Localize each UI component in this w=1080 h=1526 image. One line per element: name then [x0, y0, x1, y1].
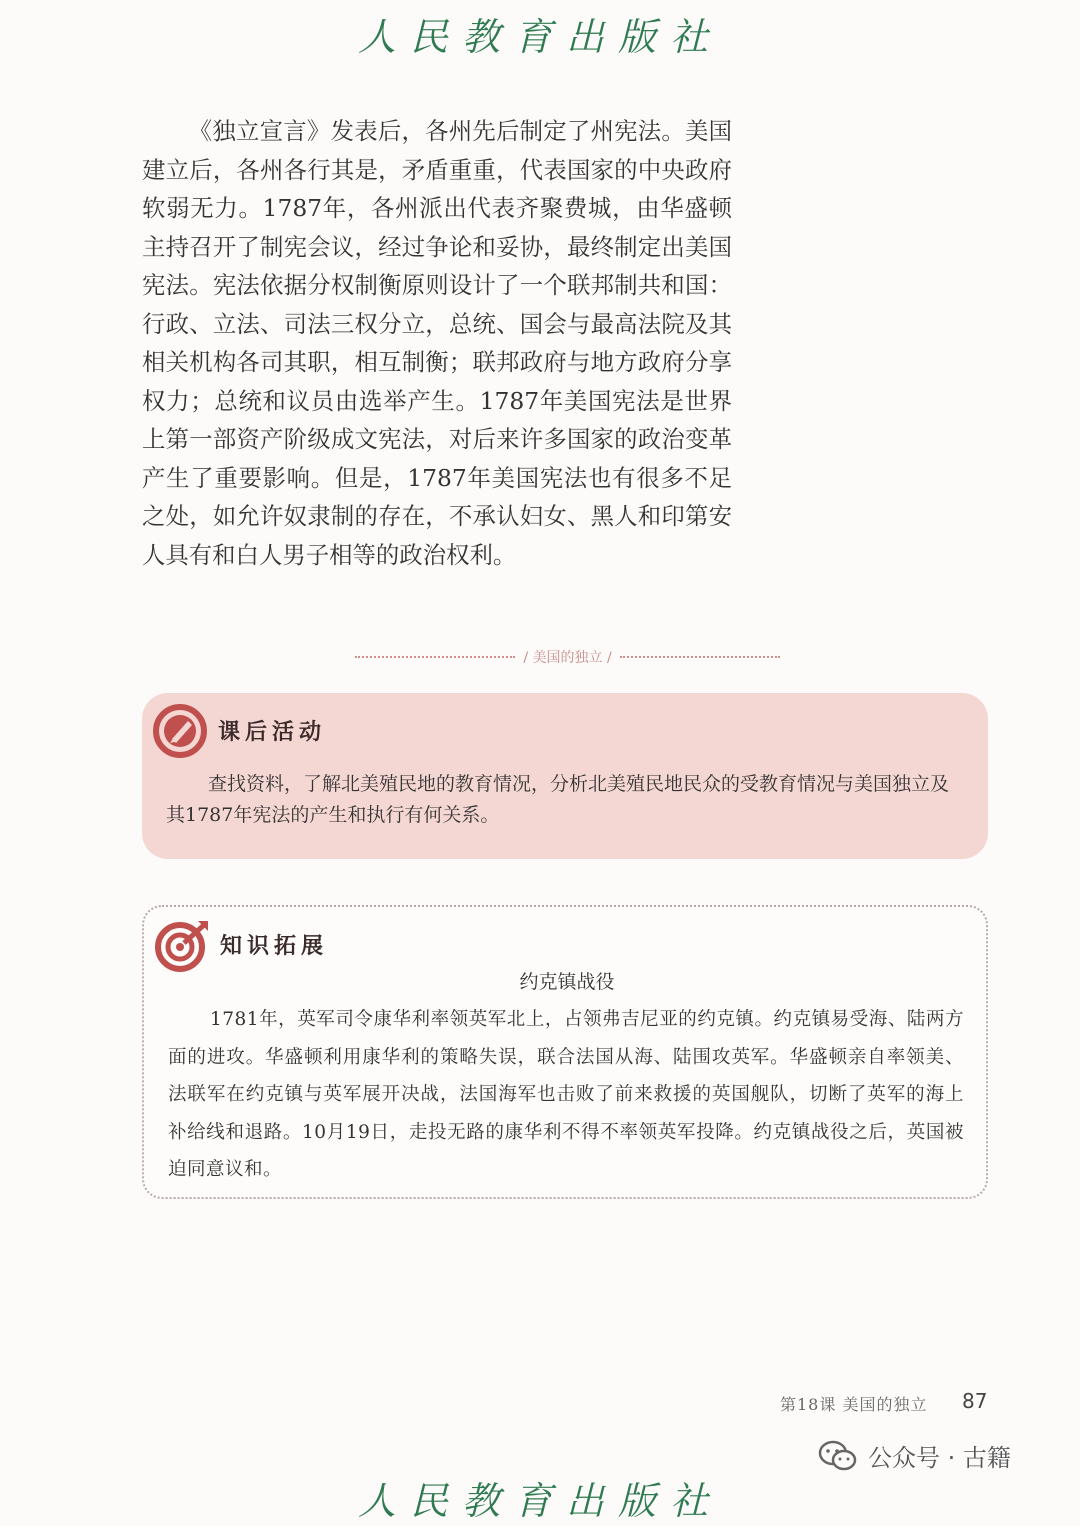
divider-dots-left [355, 656, 515, 658]
knowledge-text: 1781年，英军司令康华利率领英军北上，占领弗吉尼亚的约克镇。约克镇易受海、陆两方面的进攻。华盛顿利用康华利的策略失误，联合法国从海、陆围攻英军。华盛顿亲自率领美、法联军在约克镇与英军展开决战，法国海军也击败了前来救援的英国舰队，切断了英军的海上补给线和退路。10月19日，走投无路的康华利不得不率领英军投降。约克镇战役之后，英国被迫同意议和。 [168, 1009, 964, 1180]
wechat-label: 公众号 · 古籍 [868, 1444, 1011, 1472]
page-number: 87 [962, 1389, 988, 1413]
activity-title: 课后活动 [218, 720, 327, 745]
section-divider [355, 645, 780, 669]
knowledge-subtitle: 约克镇战役 [519, 971, 615, 993]
activity-body [166, 769, 966, 831]
divider-label: / 美国的独立 / [523, 650, 612, 666]
target-arrow-icon [154, 917, 210, 973]
activity-text: 查找资料，了解北美殖民地的教育情况，分析北美殖民地民众的受教育情况与美国独立及其1787年宪法的产生和执行有何关系。 [166, 773, 950, 826]
knowledge-box [142, 905, 988, 1199]
footer-chapter: 第18课 美国的独立 [780, 1395, 928, 1414]
knowledge-body [168, 1001, 964, 1189]
pen-circle-icon [152, 703, 208, 759]
main-paragraph: 《独立宣言》发表后，各州先后制定了州宪法。美国建立后，各州各行其是，矛盾重重，代表国家的中央政府软弱无力。1787年，各州派出代表齐聚费城，由华盛顿主持召开了制宪会议，经过争论和妥协，最终制定出美国宪法。宪法依据分权制衡原则设计了一个联邦制共和国：行政、立法、司法三权分立，总统、国会与最高法院及其相关机构各司其职，相互制衡；联邦政府与地方政府分享权力；总统和议员由选举产生。1787年美国宪法是世界上第一部资产阶级成文宪法，对后来许多国家的政治变革产生了重要影响。但是，1787年美国宪法也有很多不足之处，如允许奴隶制的存在，不承认妇女、黑人和印第安人具有和白人男子相等的政治权利。 [142, 117, 732, 569]
wechat-badge [818, 1438, 1011, 1473]
main-text [142, 112, 732, 574]
divider-dots-right [620, 656, 780, 658]
publisher-watermark-bottom: 人民教育出版社 [357, 1479, 722, 1523]
wechat-icon [818, 1440, 858, 1472]
activity-box [142, 693, 988, 859]
publisher-watermark-top: 人民教育出版社 [357, 15, 722, 59]
knowledge-title: 知识拓展 [220, 934, 329, 959]
